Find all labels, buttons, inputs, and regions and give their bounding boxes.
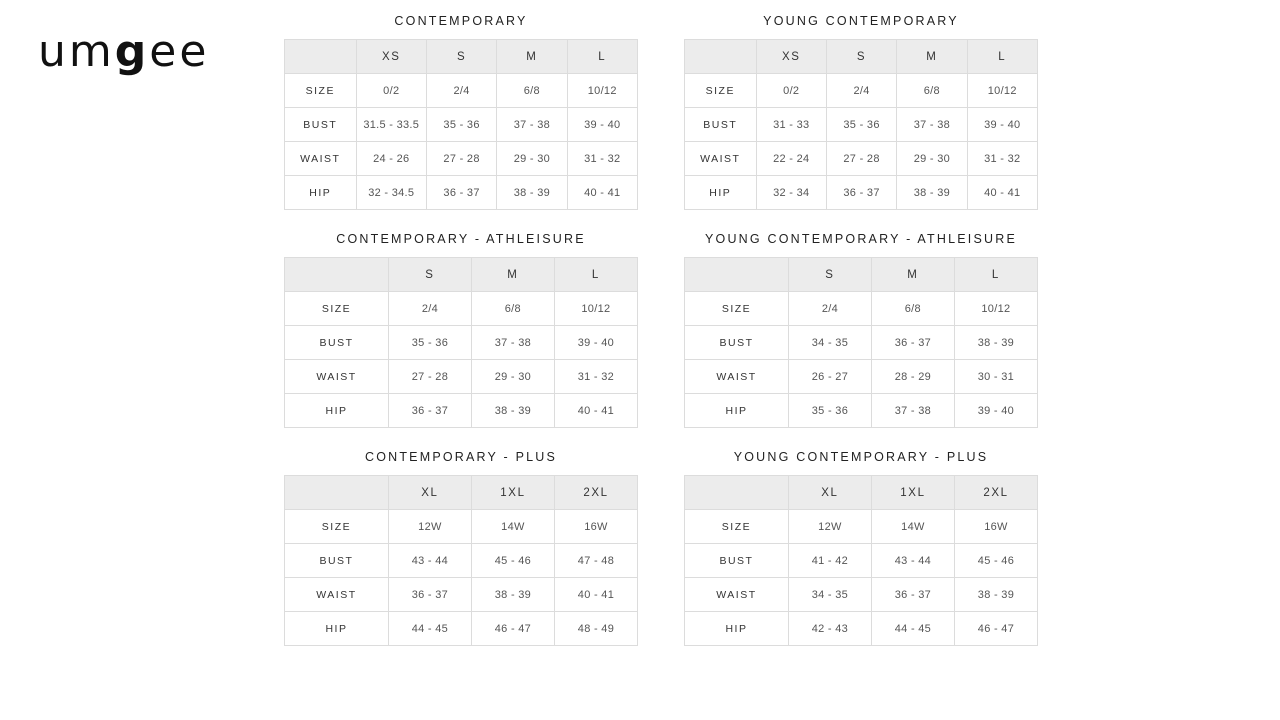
table-row-label: BUST	[685, 108, 757, 142]
table-corner-cell	[285, 476, 389, 510]
table-cell: 38 - 39	[471, 394, 554, 428]
table-cell: 10/12	[954, 292, 1037, 326]
table-cell: 43 - 44	[871, 544, 954, 578]
table-column-header: S	[388, 258, 471, 292]
table-cell: 31 - 32	[554, 360, 637, 394]
table-corner-cell	[685, 40, 757, 74]
table-cell: 30 - 31	[954, 360, 1037, 394]
table-row	[285, 108, 638, 142]
size-chart-title: YOUNG CONTEMPORARY	[763, 14, 959, 28]
size-table	[684, 39, 1038, 210]
table-column-header: 1XL	[871, 476, 954, 510]
table-corner-cell	[685, 258, 789, 292]
table-cell: 37 - 38	[497, 108, 567, 142]
size-table	[284, 257, 638, 428]
table-cell: 37 - 38	[871, 394, 954, 428]
table-column-header: L	[554, 258, 637, 292]
table-cell: 27 - 28	[388, 360, 471, 394]
table-header-row	[285, 476, 638, 510]
table-cell: 6/8	[471, 292, 554, 326]
table-cell: 16W	[554, 510, 637, 544]
table-row-label: HIP	[285, 394, 389, 428]
table-cell: 34 - 35	[788, 578, 871, 612]
table-cell: 36 - 37	[388, 394, 471, 428]
table-row	[685, 108, 1038, 142]
table-row	[285, 510, 638, 544]
table-column-header: 1XL	[471, 476, 554, 510]
table-cell: 10/12	[554, 292, 637, 326]
table-cell: 47 - 48	[554, 544, 637, 578]
table-column-header: M	[471, 258, 554, 292]
table-header-row	[685, 476, 1038, 510]
table-row	[285, 292, 638, 326]
table-header-row	[685, 40, 1038, 74]
table-cell: 12W	[788, 510, 871, 544]
table-cell: 0/2	[756, 74, 826, 108]
brand-logo	[38, 22, 258, 82]
table-cell: 29 - 30	[897, 142, 967, 176]
table-cell: 45 - 46	[954, 544, 1037, 578]
chart-row	[284, 232, 1044, 428]
table-row	[285, 360, 638, 394]
table-cell: 2/4	[426, 74, 496, 108]
table-cell: 14W	[871, 510, 954, 544]
table-row	[285, 326, 638, 360]
size-chart-title: YOUNG CONTEMPORARY - PLUS	[733, 450, 989, 464]
table-cell: 34 - 35	[788, 326, 871, 360]
table-cell: 2/4	[826, 74, 896, 108]
table-cell: 0/2	[356, 74, 426, 108]
table-row-label: HIP	[685, 612, 789, 646]
table-cell: 44 - 45	[388, 612, 471, 646]
table-cell: 38 - 39	[471, 578, 554, 612]
table-corner-cell	[685, 476, 789, 510]
table-cell: 24 - 26	[356, 142, 426, 176]
table-column-header: L	[954, 258, 1037, 292]
size-chart-block	[284, 450, 638, 646]
table-row	[285, 612, 638, 646]
table-cell: 27 - 28	[426, 142, 496, 176]
table-cell: 32 - 34	[756, 176, 826, 210]
size-chart-grid	[284, 14, 1044, 668]
table-column-header: 2XL	[954, 476, 1037, 510]
table-header-row	[285, 40, 638, 74]
table-row-label: WAIST	[285, 142, 357, 176]
table-cell: 40 - 41	[554, 578, 637, 612]
table-cell: 6/8	[871, 292, 954, 326]
table-row	[685, 176, 1038, 210]
table-cell: 36 - 37	[871, 578, 954, 612]
size-table	[284, 39, 638, 210]
table-cell: 35 - 36	[788, 394, 871, 428]
brand-logo-text	[38, 26, 210, 77]
table-cell: 46 - 47	[471, 612, 554, 646]
table-row	[285, 544, 638, 578]
table-cell: 35 - 36	[826, 108, 896, 142]
table-row-label: SIZE	[285, 510, 389, 544]
table-cell: 28 - 29	[871, 360, 954, 394]
chart-row	[284, 14, 1044, 210]
table-row	[685, 612, 1038, 646]
table-cell: 16W	[954, 510, 1037, 544]
table-column-header: M	[497, 40, 567, 74]
table-row	[685, 394, 1038, 428]
size-table	[684, 475, 1038, 646]
table-row	[685, 74, 1038, 108]
table-cell: 6/8	[497, 74, 567, 108]
table-cell: 27 - 28	[826, 142, 896, 176]
table-cell: 26 - 27	[788, 360, 871, 394]
size-table	[284, 475, 638, 646]
table-column-header: L	[967, 40, 1037, 74]
table-row-label: HIP	[285, 176, 357, 210]
table-row-label: WAIST	[685, 142, 757, 176]
brand-logo-accent: g	[114, 26, 150, 77]
table-cell: 40 - 41	[967, 176, 1037, 210]
table-cell: 48 - 49	[554, 612, 637, 646]
table-cell: 2/4	[388, 292, 471, 326]
size-chart-block	[284, 14, 638, 210]
table-cell: 31 - 33	[756, 108, 826, 142]
size-chart-block	[684, 450, 1038, 646]
table-header-row	[685, 258, 1038, 292]
table-cell: 35 - 36	[388, 326, 471, 360]
table-row-label: WAIST	[285, 360, 389, 394]
table-cell: 31.5 - 33.5	[356, 108, 426, 142]
table-row	[685, 292, 1038, 326]
table-row	[685, 544, 1038, 578]
size-chart-block	[684, 232, 1038, 428]
size-chart-block	[284, 232, 638, 428]
table-corner-cell	[285, 40, 357, 74]
table-row	[285, 74, 638, 108]
size-chart-title: YOUNG CONTEMPORARY - ATHLEISURE	[705, 232, 1017, 246]
table-cell: 36 - 37	[871, 326, 954, 360]
table-cell: 40 - 41	[554, 394, 637, 428]
table-cell: 14W	[471, 510, 554, 544]
table-cell: 10/12	[567, 74, 637, 108]
table-cell: 40 - 41	[567, 176, 637, 210]
table-cell: 39 - 40	[554, 326, 637, 360]
table-row-label: BUST	[285, 544, 389, 578]
table-cell: 37 - 38	[471, 326, 554, 360]
table-row	[685, 142, 1038, 176]
table-row	[285, 142, 638, 176]
table-cell: 43 - 44	[388, 544, 471, 578]
table-row-label: BUST	[285, 326, 389, 360]
table-cell: 2/4	[788, 292, 871, 326]
size-chart-title: CONTEMPORARY - PLUS	[364, 450, 558, 464]
table-row	[685, 326, 1038, 360]
table-cell: 38 - 39	[954, 578, 1037, 612]
table-column-header: XL	[388, 476, 471, 510]
table-column-header: XS	[356, 40, 426, 74]
brand-logo-prefix: um	[38, 26, 115, 77]
table-row-label: BUST	[285, 108, 357, 142]
table-cell: 35 - 36	[426, 108, 496, 142]
table-column-header: XL	[788, 476, 871, 510]
table-row-label: BUST	[685, 544, 789, 578]
table-cell: 31 - 32	[567, 142, 637, 176]
table-column-header: S	[826, 40, 896, 74]
table-cell: 39 - 40	[967, 108, 1037, 142]
size-chart-title: CONTEMPORARY	[394, 14, 528, 28]
table-row-label: HIP	[285, 612, 389, 646]
size-chart-block	[684, 14, 1038, 210]
table-row	[685, 360, 1038, 394]
table-column-header: M	[897, 40, 967, 74]
table-cell: 46 - 47	[954, 612, 1037, 646]
table-cell: 42 - 43	[788, 612, 871, 646]
table-cell: 12W	[388, 510, 471, 544]
table-column-header: L	[567, 40, 637, 74]
chart-row	[284, 450, 1044, 646]
table-row-label: SIZE	[285, 74, 357, 108]
table-row-label: WAIST	[685, 578, 789, 612]
table-corner-cell	[285, 258, 389, 292]
table-row-label: SIZE	[285, 292, 389, 326]
table-header-row	[285, 258, 638, 292]
table-cell: 31 - 32	[967, 142, 1037, 176]
table-column-header: S	[788, 258, 871, 292]
table-row-label: HIP	[685, 176, 757, 210]
table-row-label: SIZE	[685, 510, 789, 544]
table-cell: 38 - 39	[497, 176, 567, 210]
table-column-header: 2XL	[554, 476, 637, 510]
table-row	[685, 578, 1038, 612]
table-cell: 36 - 37	[388, 578, 471, 612]
table-column-header: XS	[756, 40, 826, 74]
table-cell: 37 - 38	[897, 108, 967, 142]
table-cell: 6/8	[897, 74, 967, 108]
table-cell: 45 - 46	[471, 544, 554, 578]
brand-logo-suffix: ee	[149, 26, 210, 77]
table-column-header: S	[426, 40, 496, 74]
table-row-label: SIZE	[685, 292, 789, 326]
table-cell: 39 - 40	[954, 394, 1037, 428]
table-cell: 36 - 37	[426, 176, 496, 210]
table-cell: 32 - 34.5	[356, 176, 426, 210]
table-cell: 36 - 37	[826, 176, 896, 210]
table-row-label: SIZE	[685, 74, 757, 108]
table-row-label: WAIST	[685, 360, 789, 394]
table-cell: 29 - 30	[471, 360, 554, 394]
table-row-label: WAIST	[285, 578, 389, 612]
table-row	[285, 394, 638, 428]
table-row-label: BUST	[685, 326, 789, 360]
table-row-label: HIP	[685, 394, 789, 428]
table-row	[285, 578, 638, 612]
table-cell: 10/12	[967, 74, 1037, 108]
table-cell: 44 - 45	[871, 612, 954, 646]
table-cell: 41 - 42	[788, 544, 871, 578]
table-row	[285, 176, 638, 210]
size-chart-title: CONTEMPORARY - ATHLEISURE	[336, 232, 586, 246]
table-column-header: M	[871, 258, 954, 292]
table-cell: 38 - 39	[897, 176, 967, 210]
table-cell: 38 - 39	[954, 326, 1037, 360]
table-cell: 39 - 40	[567, 108, 637, 142]
size-table	[684, 257, 1038, 428]
table-row	[685, 510, 1038, 544]
table-cell: 22 - 24	[756, 142, 826, 176]
table-cell: 29 - 30	[497, 142, 567, 176]
